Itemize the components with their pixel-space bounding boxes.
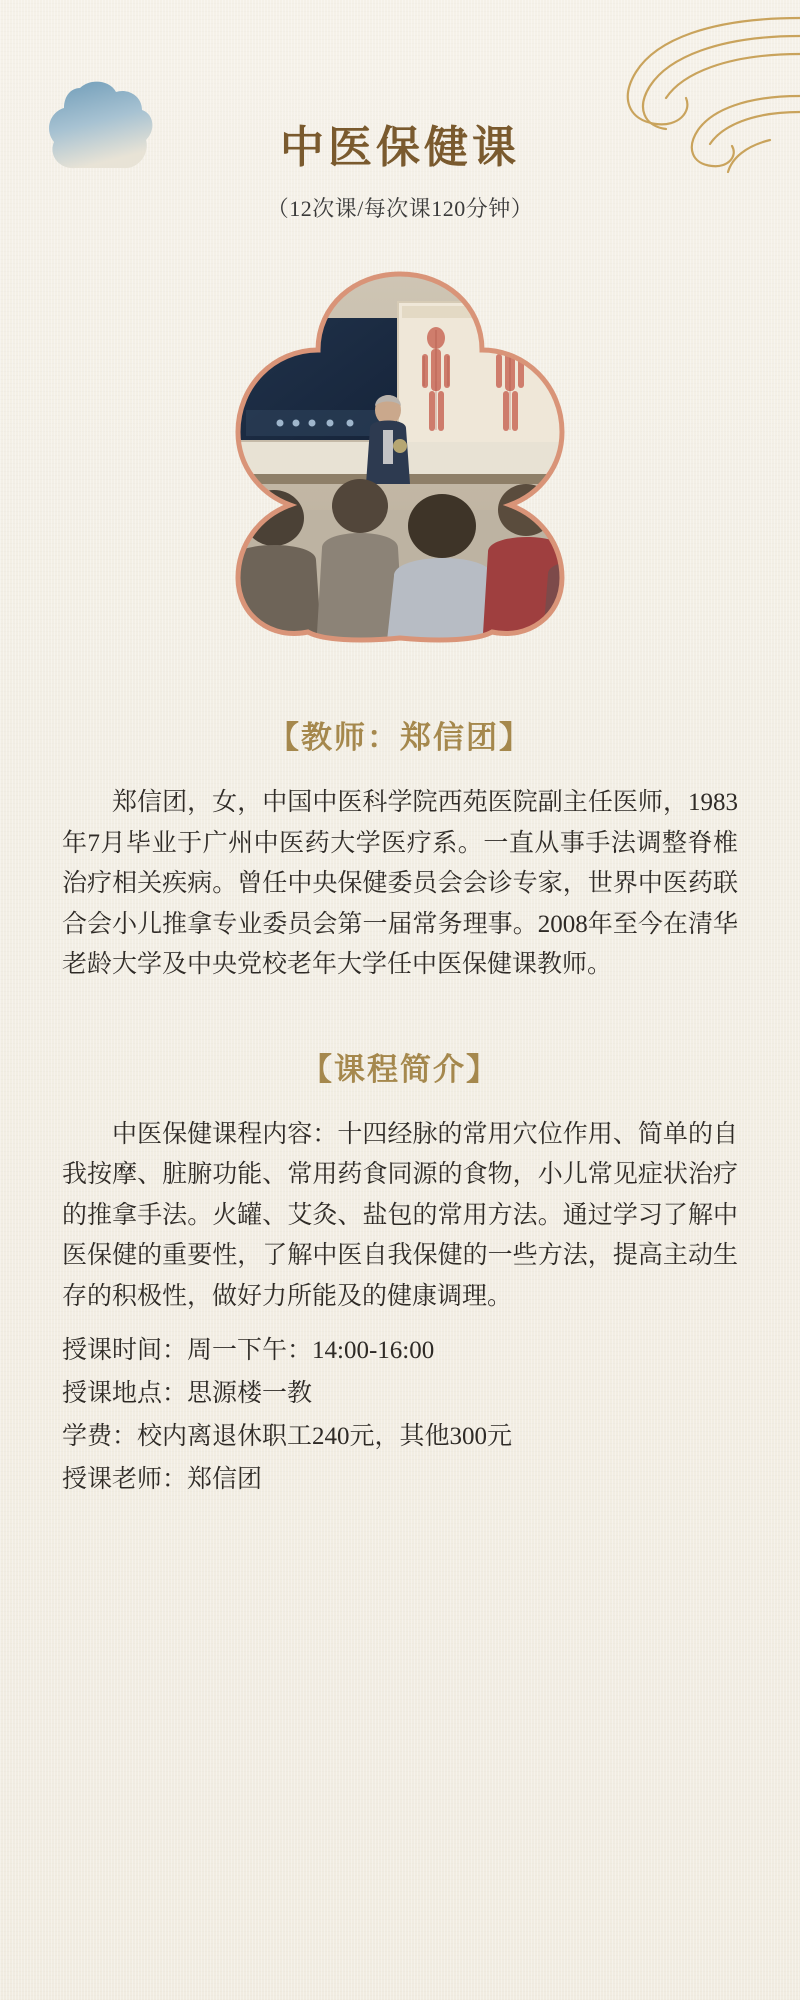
course-info-time: 授课时间：周一下午：14:00-16:00 [62, 1337, 435, 1364]
page-title: 中医保健课 [280, 123, 520, 172]
teacher-section [62, 712, 738, 986]
course-info-list [62, 1329, 738, 1501]
teacher-section-heading: 【教师：郑信团】 [268, 720, 532, 755]
course-info-fee: 学费：校内离退休职工240元，其他300元 [62, 1423, 513, 1450]
course-info-teacher: 授课老师：郑信团 [62, 1466, 263, 1493]
course-intro-paragraph: 中医保健课程内容：十四经脉的常用穴位作用、简单的自我按摩、脏腑功能、常用药食同源的食物，小儿常见症状治疗的推拿手法。火罐、艾灸、盐包的常用方法。通过学习了解中医保健的重要性，了解中医自我保健的一些方法，提高主动生存的积极性，做好力所能及的健康调理。 [62, 1120, 738, 1310]
course-photo-container [0, 260, 800, 660]
poster-header [0, 0, 800, 250]
teacher-bio-paragraph: 郑信团，女，中国中医科学院西苑医院副主任医师，1983年7月毕业于广州中医药大学医疗系。一直从事手法调整脊椎治疗相关疾病。曾任中央保健委员会会诊专家，世界中医药联合会小儿推拿专业委员会第一届常务理事。2008年至今在清华老龄大学及中央党校老年大学任中医保健课教师。 [62, 789, 738, 978]
course-intro-heading: 【课程简介】 [301, 1051, 499, 1087]
course-photo [210, 260, 590, 650]
page-subtitle: （12次课/每次课120分钟） [266, 196, 534, 221]
course-intro-section [62, 1044, 738, 1502]
course-info-location: 授课地点：思源楼一教 [62, 1380, 313, 1407]
